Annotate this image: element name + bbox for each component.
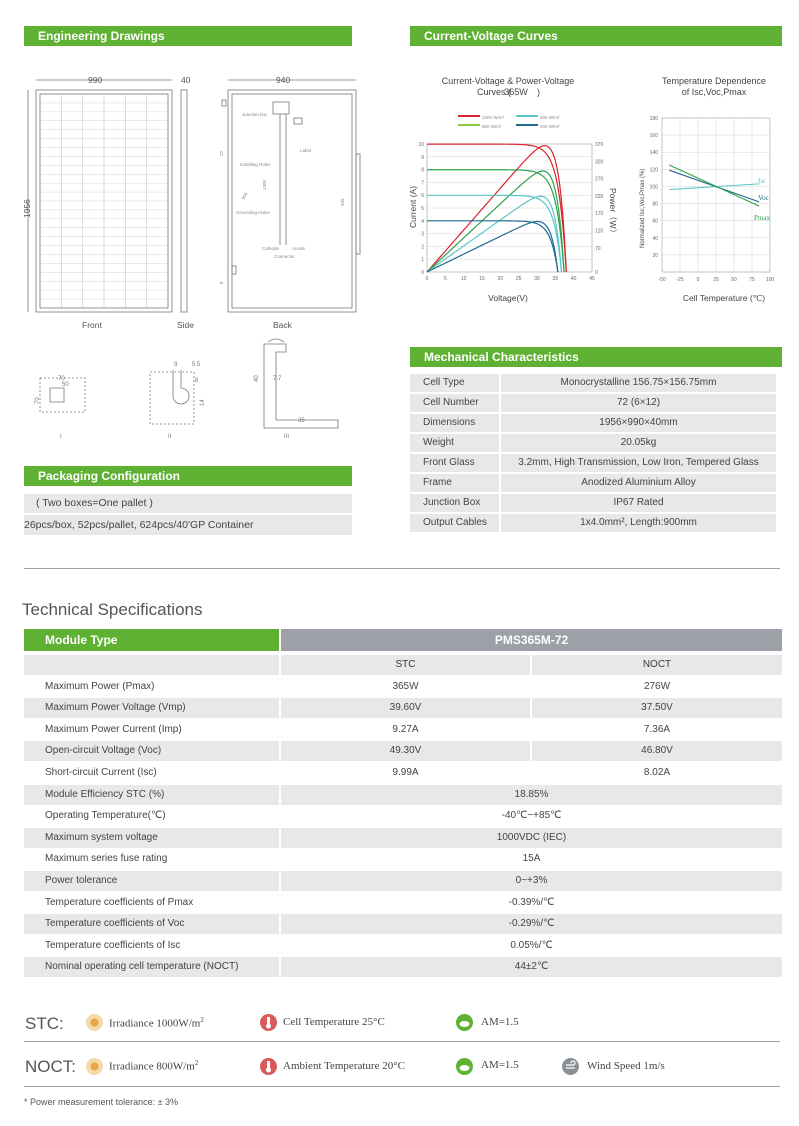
mechanical-row — [410, 374, 776, 392]
sun-icon — [86, 1058, 103, 1075]
spec-value: 0.05%/℃ — [510, 939, 553, 951]
mechanical-label: Junction Box — [410, 494, 499, 512]
spec-noct-value: 7.36A — [643, 723, 671, 735]
iv-xtick: 25 — [515, 276, 522, 282]
label-isc: Isc — [758, 177, 767, 185]
section-title: Packaging Configuration — [38, 469, 181, 483]
mechanical-label: Output Cables — [410, 514, 499, 532]
iv-xtick: 0 — [425, 276, 429, 282]
spec-label: Temperature coefficients of Pmax — [45, 896, 194, 908]
spec-row — [24, 741, 782, 763]
temp-ytick: 120 — [649, 167, 658, 174]
noct-irradiance-text: Irradiance 800W/m — [109, 1060, 195, 1073]
dim-front-width: 990 — [88, 75, 103, 85]
mechanical-value: Monocrystalline 156.75×156.75mm — [501, 374, 776, 392]
engineering-drawings — [18, 70, 363, 440]
front-view-drawing — [28, 75, 172, 312]
legend-swatch-600 — [516, 115, 538, 117]
dim-5-5: 5.5 — [192, 362, 201, 368]
spec-label: Power tolerance — [45, 875, 118, 886]
spec-row — [24, 720, 782, 742]
spec-value: 15A — [522, 853, 541, 865]
spec-stc-value: 365W — [392, 680, 419, 692]
temp-ytick: 40 — [652, 235, 658, 242]
mechanical-row — [410, 394, 776, 412]
spec-row — [24, 957, 782, 979]
iv-ytick: 4 — [421, 218, 424, 225]
packaging-row-1 — [24, 494, 352, 513]
mechanical-label: Cell Type — [410, 374, 499, 392]
cloud-icon — [456, 1014, 473, 1031]
spec-row — [24, 914, 782, 936]
iv-chart-title-close: ) — [537, 87, 540, 97]
iv-y2tick: 120 — [595, 228, 604, 235]
iv-ytick: 2 — [421, 244, 424, 251]
sun-icon — [86, 1014, 103, 1031]
dim-back-width: 940 — [276, 75, 291, 85]
iv-xtick: 5 — [443, 276, 447, 282]
dim-40: 40 — [254, 375, 260, 382]
label-connector: Connector — [274, 254, 295, 259]
noct-irradiance — [109, 1059, 198, 1073]
dim-70b: 70 — [35, 397, 41, 404]
stc-irradiance — [109, 1016, 204, 1030]
temp-xtick: -50 — [658, 277, 666, 283]
spec-row — [24, 763, 782, 785]
mechanical-row — [410, 414, 776, 432]
iv-chart — [400, 70, 618, 310]
temp-ytick: 60 — [652, 218, 658, 225]
packaging-line-2: 26pcs/box, 52pcs/pallet, 624pcs/40'GP Container — [24, 519, 254, 531]
dim-22: 22 — [219, 150, 224, 156]
spec-row — [24, 936, 782, 958]
label-installing-holes: Installing Holes — [240, 162, 271, 167]
mechanical-header — [410, 347, 782, 367]
dim-14: 14 — [200, 399, 206, 406]
temp-chart-title-line2: of Isc,Voc,Pmax — [681, 87, 747, 97]
mechanical-value: 1956×990×40mm — [501, 414, 776, 432]
iv-y2tick: 170 — [595, 211, 604, 218]
temp-ytick: 160 — [649, 133, 658, 140]
noct-am: AM=1.5 — [481, 1059, 519, 1071]
temp-chart — [628, 70, 788, 310]
spec-label: Maximum system voltage — [45, 831, 158, 843]
temp-xtick: -25 — [676, 277, 684, 283]
dim-50: 50 — [62, 382, 69, 388]
spec-label: Operating Temperature(℃) — [45, 810, 166, 822]
mechanical-label: Front Glass — [410, 454, 499, 472]
spec-label: Maximum Power Current (Imp) — [45, 723, 182, 735]
label-voc: Voc — [758, 194, 769, 202]
iv-chart-title-power: 365W — [504, 87, 528, 97]
iv-y2tick: 70 — [595, 245, 601, 252]
model-name: PMS365M-72 — [494, 633, 569, 647]
footnote — [24, 1097, 178, 1107]
iv-chart-title-line2: Curves ( — [476, 87, 512, 97]
noct-label: NOCT: — [25, 1057, 76, 1076]
spec-value: 18.85% — [514, 788, 549, 800]
mechanical-value: Anodized Aluminium Alloy — [501, 474, 776, 492]
technical-title: Technical Specifications — [22, 600, 203, 619]
packaging-header — [24, 466, 352, 486]
iv-ytick: 6 — [421, 193, 424, 200]
spec-label: Maximum Power (Pmax) — [45, 680, 155, 692]
mechanical-row — [410, 494, 776, 512]
iv-xtick: 15 — [479, 276, 485, 282]
stc-irradiance-text: Irradiance 1000W/m — [109, 1017, 201, 1030]
temp-ytick: 140 — [649, 150, 658, 157]
spec-row — [24, 785, 782, 807]
cloud-icon — [456, 1058, 473, 1075]
iv-ytick: 8 — [421, 167, 424, 174]
label-pmax: Pmax — [754, 214, 770, 222]
dim-1300: 1300 — [262, 179, 267, 190]
temp-series-pmax — [669, 165, 759, 206]
thermometer-icon — [260, 1058, 277, 1075]
stc-label: STC: — [25, 1014, 64, 1033]
mechanical-label: Frame — [410, 474, 499, 492]
iv-ytick: 0 — [421, 270, 424, 276]
mechanical-value: 20.05kg — [501, 434, 776, 452]
spec-noct-value: 276W — [643, 680, 671, 692]
detail-two-drawing — [150, 362, 206, 440]
spec-value: 44±2℃ — [514, 961, 549, 973]
iv-xlabel: Voltage(V) — [488, 293, 528, 303]
detail-one-drawing — [35, 376, 85, 440]
spec-noct-value: 8.02A — [643, 767, 671, 778]
label-front: Front — [82, 320, 102, 330]
iv-y2tick: 370 — [595, 142, 604, 148]
iv-xtick: 40 — [570, 276, 577, 282]
mechanical-row — [410, 434, 776, 452]
dim-8: 8 — [195, 378, 199, 384]
packaging-row-2 — [24, 515, 352, 535]
detail-two-label: II — [168, 434, 172, 440]
section-title: Mechanical Characteristics — [424, 350, 579, 364]
label-side: Side — [177, 320, 195, 330]
iv-ytick: 1 — [421, 257, 424, 264]
legend-400: 400 W/m² — [540, 124, 560, 129]
spec-row — [24, 806, 782, 828]
label-junction-box: Junction box — [242, 112, 268, 117]
iv-ylabel-left: Current (A) — [408, 185, 418, 228]
iv-chart-title-line1: Current-Voltage & Power-Voltage — [441, 76, 575, 86]
col-noct: NOCT — [532, 655, 782, 675]
iv-ytick: 5 — [421, 206, 424, 212]
spec-label: Maximum series fuse rating — [45, 853, 168, 865]
mechanical-value: 72 (6×12) — [501, 394, 776, 412]
dim-35: 35 — [298, 418, 305, 424]
dim-8: 8 — [219, 281, 224, 284]
spec-label: Maximum Power Voltage (Vmp) — [45, 702, 186, 714]
temp-chart-title-line1: Temperature Dependence — [661, 76, 767, 86]
mechanical-row — [410, 514, 776, 532]
temp-xtick: 100 — [765, 277, 775, 283]
module-type-label: Module Type — [45, 633, 118, 647]
legend-swatch-1000 — [458, 115, 480, 117]
spec-value: -0.39%/℃ — [508, 896, 555, 908]
legend-swatch-400 — [516, 124, 538, 126]
spec-noct-value: 37.50V — [641, 702, 673, 714]
spec-row — [24, 849, 782, 871]
iv-ylabel-right: Power（W） — [608, 188, 618, 238]
iv-xtick: 35 — [552, 276, 559, 282]
temp-ytick: 80 — [652, 201, 658, 208]
mechanical-label: Weight — [410, 434, 499, 452]
iv-ytick: 7 — [421, 180, 424, 187]
model-header — [281, 629, 782, 651]
temp-ytick: 20 — [652, 252, 658, 259]
iv-y2tick: 0 — [595, 270, 598, 276]
footnote-text: Power measurement tolerance: ± 3% — [30, 1097, 179, 1107]
temp-series-isc — [669, 184, 759, 190]
side-view-drawing — [181, 75, 191, 312]
temp-ytick: 180 — [649, 116, 658, 122]
spec-value: 0~+3% — [515, 875, 548, 886]
label-grounding-holes: Grounding Holes — [236, 210, 270, 215]
back-view-drawing — [219, 75, 360, 312]
iv-xtick: 10 — [460, 276, 467, 282]
module-type-header — [24, 629, 279, 651]
temp-xtick: 0 — [696, 277, 700, 283]
label-anode: Anode — [292, 246, 306, 251]
section-divider — [24, 568, 780, 569]
superscript: 2 — [200, 1016, 204, 1024]
spec-stc-value: 9.27A — [392, 723, 419, 735]
temp-ytick: 100 — [649, 184, 658, 191]
noct-ambient-temp: Ambient Temperature 20°C — [283, 1060, 405, 1072]
temp-xtick: 75 — [749, 277, 755, 283]
spec-noct-value: 46.80V — [641, 745, 673, 757]
legend-swatch-800 — [458, 124, 480, 126]
mechanical-value: 1x4.0mm², Length:900mm — [501, 514, 776, 532]
mechanical-label: Dimensions — [410, 414, 499, 432]
iv-ytick: 9 — [421, 154, 424, 161]
spec-value: -0.29%/℃ — [508, 918, 555, 930]
detail-three-drawing — [254, 339, 338, 440]
label-cathode: Cathode — [262, 246, 280, 251]
temp-xtick: 50 — [731, 277, 737, 283]
conditions-divider-2 — [24, 1086, 780, 1087]
legend-1000: 1000 W/m² — [482, 115, 505, 120]
iv-xtick: 45 — [589, 276, 595, 282]
spec-label: Open-circuit Voltage (Voc) — [45, 745, 162, 757]
spec-stc-value: 9.99A — [392, 767, 419, 778]
iv-curves-header — [410, 26, 782, 46]
spec-row — [24, 893, 782, 915]
iv-ytick: 10 — [418, 142, 424, 148]
iv-xtick: 20 — [497, 276, 504, 282]
spec-value: 1000VDC (IEC) — [496, 831, 567, 843]
iv-legend — [458, 115, 560, 129]
label-tag: Label — [300, 148, 312, 153]
dim-956: 956 — [240, 191, 249, 201]
spec-label: Module Efficiency STC (%) — [45, 788, 165, 800]
temp-xlabel: Cell Temperature (℃) — [682, 293, 766, 303]
iv-y2tick: 270 — [595, 176, 604, 183]
dim-height: 1956 — [22, 199, 32, 218]
spec-row — [24, 871, 782, 893]
iv-y2tick: 220 — [595, 193, 604, 200]
spec-header-blank — [24, 655, 279, 675]
legend-800: 800 W/m² — [482, 124, 502, 129]
spec-stc-value: 49.30V — [389, 745, 422, 757]
mechanical-label: Cell Number — [410, 394, 499, 412]
iv-y2tick: 320 — [595, 159, 604, 166]
spec-column-header-row — [24, 655, 782, 677]
section-title: Engineering Drawings — [38, 29, 165, 43]
mechanical-value: 3.2mm, High Transmission, Low Iron, Tempered Glass — [501, 454, 776, 472]
spec-label: Nominal operating cell temperature (NOCT) — [45, 961, 239, 973]
spec-label: Temperature coefficients of Isc — [45, 939, 181, 951]
dim-side: 40 — [181, 75, 191, 85]
dim-70a: 70 — [58, 376, 65, 382]
spec-row — [24, 828, 782, 850]
footnote-star: * — [24, 1097, 28, 1107]
iv-xtick: 30 — [534, 276, 540, 282]
mechanical-value: IP67 Rated — [501, 494, 776, 512]
packaging-line-1: ( Two boxes=One pallet ) — [36, 497, 153, 509]
noct-wind-speed: Wind Speed 1m/s — [587, 1060, 665, 1072]
spec-value: -40℃~+85℃ — [501, 810, 562, 822]
col-stc: STC — [281, 655, 530, 675]
wind-icon — [562, 1058, 579, 1075]
iv-ytick: 3 — [421, 231, 424, 238]
temp-ylabel: Normalized Isc,Voc,Pmax (%) — [640, 168, 646, 248]
spec-stc-value: 39.60V — [389, 702, 422, 714]
thermometer-icon — [260, 1014, 277, 1031]
pv-curve — [427, 221, 558, 272]
stc-am: AM=1.5 — [481, 1016, 519, 1028]
dim-939: 939 — [340, 198, 345, 206]
dim-9: 9 — [174, 362, 178, 368]
superscript: 2 — [194, 1059, 199, 1067]
spec-row — [24, 698, 782, 720]
mechanical-row — [410, 474, 776, 492]
mechanical-row — [410, 454, 776, 472]
spec-label: Temperature coefficients of Voc — [45, 918, 185, 930]
conditions-divider-1 — [24, 1041, 780, 1042]
spec-row — [24, 677, 782, 699]
legend-600: 600 W/m² — [540, 115, 560, 120]
dim-7-7: 7.7 — [273, 376, 282, 382]
spec-label: Short-circuit Current (Isc) — [45, 767, 157, 778]
label-back: Back — [273, 320, 292, 330]
temp-xtick: 25 — [713, 277, 719, 283]
pv-curve — [427, 196, 562, 272]
detail-three-label: III — [284, 434, 290, 440]
section-title: Current-Voltage Curves — [424, 29, 558, 43]
detail-one-label: I — [60, 434, 62, 440]
engineering-drawings-header — [24, 26, 352, 46]
stc-cell-temp: Cell Temperature 25°C — [283, 1016, 385, 1028]
